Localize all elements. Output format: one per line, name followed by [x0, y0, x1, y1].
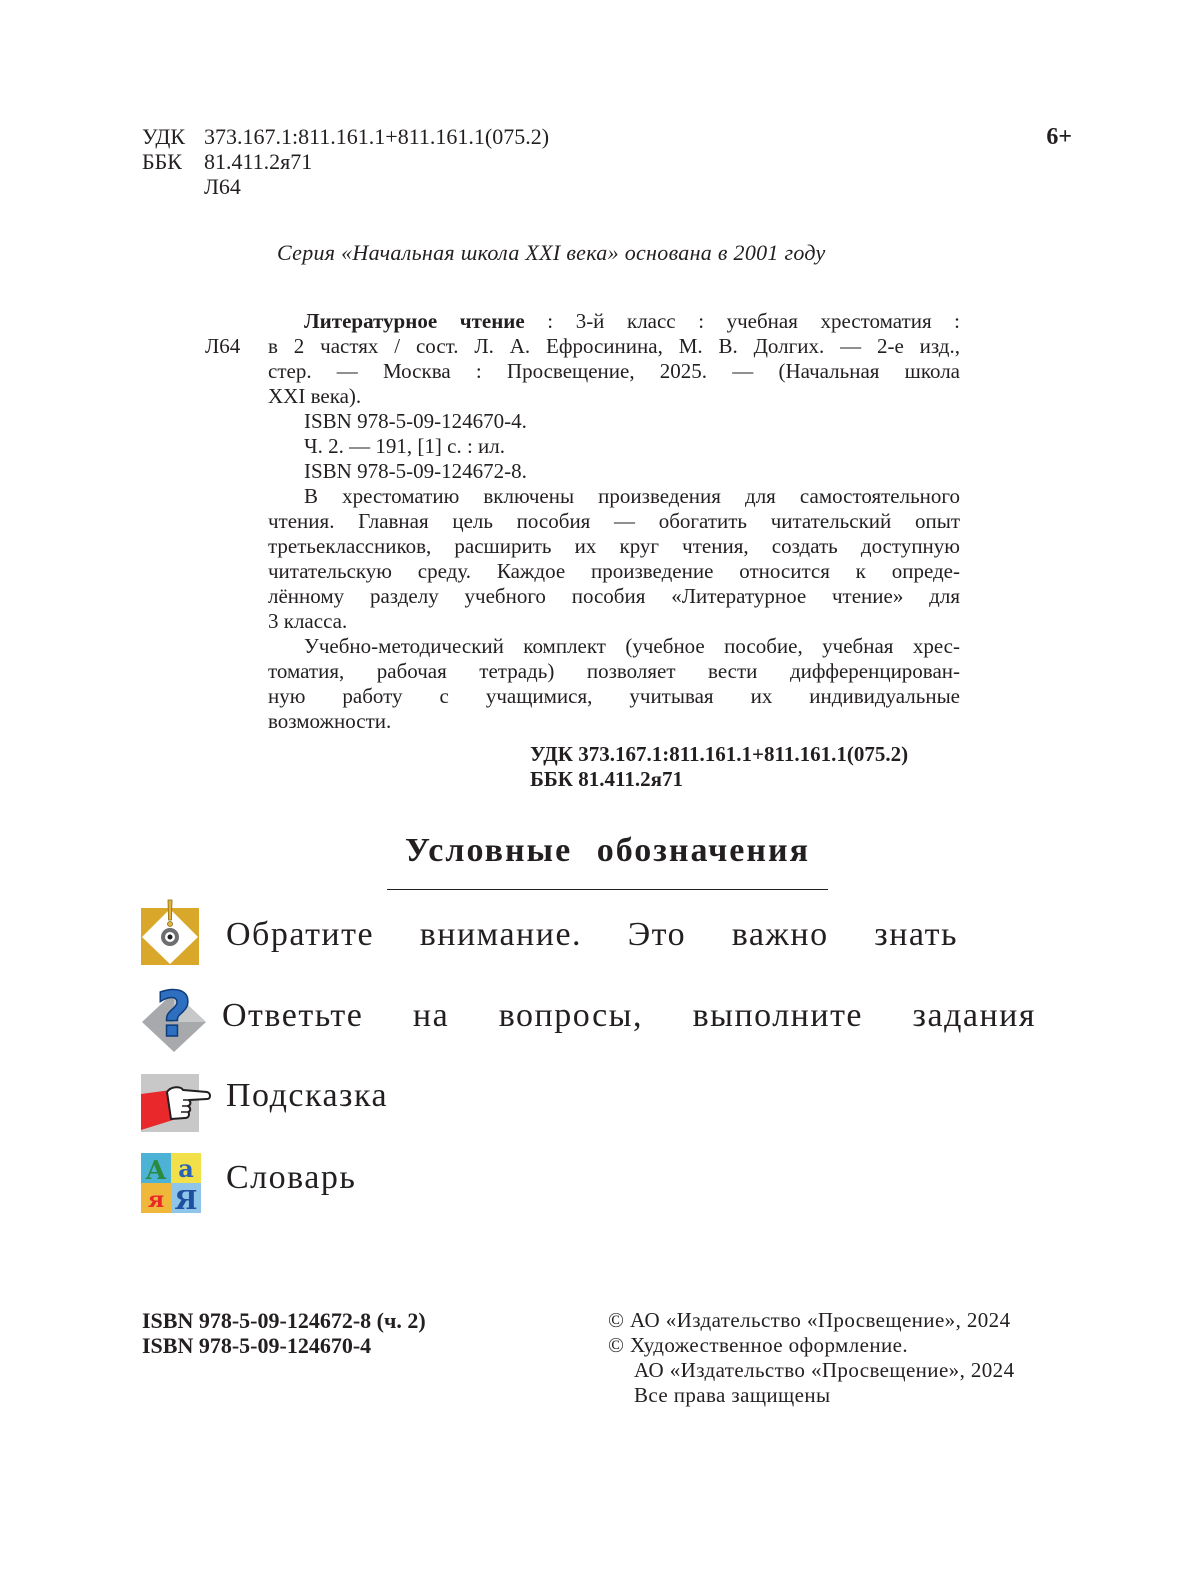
dictionary-glyph: А: [145, 1156, 167, 1186]
legend-item-attention: Обратите внимание. Это важно знать: [226, 916, 958, 953]
abstract-line: Учебно-методический комплект (учебное пособие, учебная хрес-: [304, 634, 960, 658]
legend-item-dictionary: Словарь: [226, 1159, 357, 1196]
bib-line: XXI века).: [268, 384, 362, 408]
bib-bbk-line: ББК 81.411.2я71: [530, 767, 683, 791]
legend-item-hint: Подсказка: [226, 1077, 389, 1114]
bib-title-line: [268, 309, 960, 334]
svg-text:?: ?: [156, 978, 192, 1051]
copyright-block: [608, 1308, 1014, 1408]
bib-line: стер. — Москва : Просвещение, 2025. — (Начальная школа: [268, 359, 960, 383]
age-rating: 6+: [1046, 124, 1072, 150]
series-note: Серия «Начальная школа XXI века» основана в 2001 году: [277, 240, 826, 265]
abstract-line: читательскую среду. Каждое произведение относится к опреде-: [268, 559, 960, 583]
legend-divider: [387, 889, 828, 890]
bibliography-code: Л64: [205, 334, 241, 358]
legend-item-question: Ответьте на вопросы, выполните задания: [222, 997, 1036, 1034]
copyright-line: © Художественное оформление.: [608, 1333, 908, 1357]
question-icon: [140, 978, 208, 1054]
classification-block: [142, 124, 549, 199]
isbn-block: [142, 1308, 426, 1358]
isbn-part-line: ISBN 978-5-09-124672-8 (ч. 2): [142, 1308, 426, 1333]
udk-value: 373.167.1:811.161.1+811.161.1(075.2): [204, 124, 550, 149]
bib-udk-line: УДК 373.167.1:811.161.1+811.161.1(075.2): [530, 742, 909, 766]
abstract-line: томатия, рабочая тетрадь) позволяет вести дифференцирован-: [268, 659, 960, 683]
legend-title: Условные обозначения: [405, 832, 810, 869]
abstract-line: чтения. Главная цель пособия — обогатить читательский опыт: [268, 509, 960, 533]
bbk-label: ББК: [142, 149, 182, 174]
part-info: Ч. 2. — 191, [1] с. : ил.: [304, 434, 506, 458]
dictionary-icon: [141, 1153, 201, 1213]
bibliographic-record: [268, 309, 960, 734]
isbn-general-line: ISBN 978-5-09-124670-4: [142, 1333, 372, 1358]
dictionary-glyph: а: [178, 1154, 194, 1183]
dictionary-glyph: я: [147, 1187, 165, 1213]
abstract-line: В хрестоматию включены произведения для самостоятельного: [304, 484, 960, 508]
book-title: Литературное чтение: [304, 309, 525, 333]
book-subtitle: : 3-й класс : учебная хрестоматия :: [524, 309, 960, 333]
abstract-line: ную работу с учащимися, учитывая их индивидуальные: [268, 684, 960, 708]
abstract-line: третьеклассников, расширить их круг чтения, создать доступную: [268, 534, 960, 558]
bbk-value: 81.411.2я71: [204, 149, 313, 174]
isbn-general: ISBN 978-5-09-124670-4.: [304, 409, 527, 433]
udk-label: УДК: [142, 124, 186, 149]
copyright-line: © АО «Издательство «Просвещение», 2024: [608, 1308, 1011, 1332]
abstract-line: 3 класса.: [268, 609, 348, 633]
copyright-line: АО «Издательство «Просвещение», 2024: [634, 1358, 1015, 1382]
abstract-line: возможности.: [268, 709, 392, 733]
pointing-hand-icon: [141, 1072, 213, 1134]
bib-line: в 2 частях / сост. Л. А. Ефросинина, М. В. Долгих. — 2-е изд.,: [268, 334, 960, 358]
isbn-part: ISBN 978-5-09-124672-8.: [304, 459, 527, 483]
copyright-line: Все права защищены: [634, 1383, 831, 1407]
bibliography-indexes: [530, 742, 908, 792]
dictionary-glyph: Я: [174, 1186, 198, 1213]
attention-icon: [141, 898, 201, 966]
author-mark: Л64: [204, 174, 241, 199]
abstract-line: лённому разделу учебного пособия «Литературное чтение» для: [268, 584, 960, 608]
